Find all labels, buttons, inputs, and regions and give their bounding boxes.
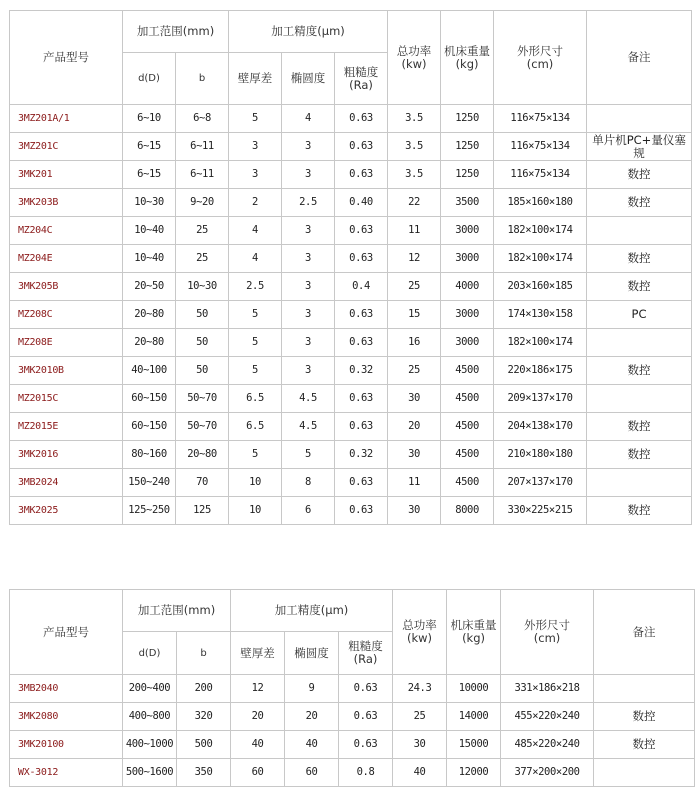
ellipticity-cell: 20	[285, 703, 339, 731]
power-cell: 3.5	[388, 133, 441, 161]
header-weight-unit: (kg)	[462, 631, 485, 645]
table-row	[10, 731, 695, 759]
range-d-cell: 125~250	[123, 497, 176, 525]
ellipticity-cell: 3	[282, 161, 335, 189]
weight-cell: 3000	[441, 301, 494, 329]
roughness-cell: 0.63	[339, 675, 393, 703]
header-note: 备注	[587, 11, 692, 105]
range-b-cell: 320	[177, 703, 231, 731]
range-b-cell: 500	[177, 731, 231, 759]
ellipticity-cell: 4	[282, 105, 335, 133]
power-cell: 30	[393, 731, 447, 759]
ellipticity-cell: 4.5	[282, 385, 335, 413]
wall-thickness-cell: 20	[231, 703, 285, 731]
power-cell: 15	[388, 301, 441, 329]
header-model: 产品型号	[10, 590, 123, 675]
wall-thickness-cell: 3	[229, 133, 282, 161]
dimensions-cell: 203×160×185	[494, 273, 587, 301]
header-dim-unit: (cm)	[526, 56, 554, 71]
roughness-cell: 0.63	[339, 731, 393, 759]
header-d: d(D)	[123, 53, 176, 105]
range-d-cell: 60~150	[123, 413, 176, 441]
roughness-cell: 0.63	[335, 497, 388, 525]
power-cell: 11	[388, 217, 441, 245]
roughness-cell: 0.32	[335, 357, 388, 385]
note-cell: 数控	[587, 441, 692, 469]
model-cell: 3MK201	[10, 161, 123, 189]
model-cell: MZ2015E	[10, 413, 123, 441]
weight-cell: 10000	[447, 675, 501, 703]
table-row	[10, 189, 692, 217]
header-range: 加工范围(mm)	[123, 590, 231, 632]
note-cell: 数控	[587, 497, 692, 525]
range-d-cell: 10~30	[123, 189, 176, 217]
power-cell: 22	[388, 189, 441, 217]
ellipticity-cell: 6	[282, 497, 335, 525]
range-b-cell: 25	[176, 245, 229, 273]
weight-cell: 3000	[441, 245, 494, 273]
model-cell: 3MK2010B	[10, 357, 123, 385]
wall-thickness-cell: 6.5	[229, 385, 282, 413]
dimensions-cell: 182×100×174	[494, 329, 587, 357]
header-note: 备注	[594, 590, 695, 675]
note-cell: 单片机PC+量仪塞规	[587, 133, 692, 161]
range-d-cell: 60~150	[123, 385, 176, 413]
wall-thickness-cell: 5	[229, 441, 282, 469]
range-b-cell: 20~80	[176, 441, 229, 469]
weight-cell: 1250	[441, 133, 494, 161]
model-cell: 3MK203B	[10, 189, 123, 217]
header-ellipse: 椭圆度	[282, 53, 335, 105]
range-d-cell: 6~15	[123, 133, 176, 161]
table-row	[10, 385, 692, 413]
weight-cell: 3000	[441, 217, 494, 245]
header-power-label: 总功率	[402, 618, 437, 632]
ellipticity-cell: 3	[282, 133, 335, 161]
roughness-cell: 0.63	[335, 245, 388, 273]
range-b-cell: 6~11	[176, 161, 229, 189]
range-d-cell: 6~10	[123, 105, 176, 133]
range-b-cell: 50	[176, 301, 229, 329]
range-b-cell: 25	[176, 217, 229, 245]
model-cell: MZ204C	[10, 217, 123, 245]
header-b: b	[177, 632, 231, 675]
wall-thickness-cell: 10	[229, 469, 282, 497]
table-row	[10, 273, 692, 301]
note-cell: 数控	[587, 161, 692, 189]
roughness-cell: 0.63	[335, 301, 388, 329]
model-cell: 3MB2024	[10, 469, 123, 497]
header-dimensions	[494, 11, 587, 105]
weight-cell: 12000	[447, 759, 501, 787]
range-d-cell: 20~50	[123, 273, 176, 301]
dimensions-cell: 220×186×175	[494, 357, 587, 385]
range-d-cell: 80~160	[123, 441, 176, 469]
header-ellipse: 椭圆度	[285, 632, 339, 675]
weight-cell: 3000	[441, 329, 494, 357]
range-d-cell: 400~800	[123, 703, 177, 731]
model-cell: MZ204E	[10, 245, 123, 273]
model-cell: 3MK2016	[10, 441, 123, 469]
dimensions-cell: 182×100×174	[494, 217, 587, 245]
ellipticity-cell: 5	[282, 441, 335, 469]
dimensions-cell: 455×220×240	[501, 703, 594, 731]
header-precision: 加工精度(μm)	[229, 11, 388, 53]
header-roughness	[335, 53, 388, 105]
note-cell: 数控	[594, 731, 695, 759]
power-cell: 11	[388, 469, 441, 497]
ellipticity-cell: 40	[285, 731, 339, 759]
wall-thickness-cell: 12	[231, 675, 285, 703]
dimensions-cell: 204×138×170	[494, 413, 587, 441]
table-row	[10, 413, 692, 441]
dimensions-cell: 210×180×180	[494, 441, 587, 469]
range-d-cell: 150~240	[123, 469, 176, 497]
spec-table-1-body	[10, 105, 692, 525]
header-wall: 壁厚差	[229, 53, 282, 105]
range-b-cell: 200	[177, 675, 231, 703]
roughness-cell: 0.63	[335, 385, 388, 413]
roughness-cell: 0.8	[339, 759, 393, 787]
dimensions-cell: 182×100×174	[494, 245, 587, 273]
wall-thickness-cell: 4	[229, 245, 282, 273]
note-cell: 数控	[587, 273, 692, 301]
model-cell: 3MZ201C	[10, 133, 123, 161]
roughness-cell: 0.63	[335, 217, 388, 245]
table-row	[10, 105, 692, 133]
table-row	[10, 441, 692, 469]
model-cell: WX-3012	[10, 759, 123, 787]
header-model: 产品型号	[10, 11, 123, 105]
weight-cell: 4500	[441, 413, 494, 441]
wall-thickness-cell: 5	[229, 301, 282, 329]
range-b-cell: 70	[176, 469, 229, 497]
header-roughness-unit: (Ra)	[349, 77, 373, 92]
model-cell: 3MB2040	[10, 675, 123, 703]
model-cell: MZ2015C	[10, 385, 123, 413]
table-row	[10, 161, 692, 189]
ellipticity-cell: 9	[285, 675, 339, 703]
model-cell: 3MK2025	[10, 497, 123, 525]
roughness-cell: 0.63	[335, 105, 388, 133]
roughness-cell: 0.4	[335, 273, 388, 301]
wall-thickness-cell: 60	[231, 759, 285, 787]
wall-thickness-cell: 3	[229, 161, 282, 189]
header-d: d(D)	[123, 632, 177, 675]
power-cell: 24.3	[393, 675, 447, 703]
dimensions-cell: 209×137×170	[494, 385, 587, 413]
ellipticity-cell: 3	[282, 217, 335, 245]
weight-cell: 4000	[441, 273, 494, 301]
power-cell: 3.5	[388, 161, 441, 189]
model-cell: 3MK205B	[10, 273, 123, 301]
wall-thickness-cell: 2	[229, 189, 282, 217]
roughness-cell: 0.40	[335, 189, 388, 217]
weight-cell: 15000	[447, 731, 501, 759]
range-d-cell: 6~15	[123, 161, 176, 189]
wall-thickness-cell: 6.5	[229, 413, 282, 441]
spec-table-2-body	[10, 675, 695, 787]
power-cell: 30	[388, 497, 441, 525]
dimensions-cell: 207×137×170	[494, 469, 587, 497]
dimensions-cell: 377×200×200	[501, 759, 594, 787]
power-cell: 25	[393, 703, 447, 731]
header-power-unit: (kw)	[401, 56, 427, 71]
table-row	[10, 357, 692, 385]
roughness-cell: 0.63	[335, 413, 388, 441]
power-cell: 30	[388, 441, 441, 469]
range-d-cell: 40~100	[123, 357, 176, 385]
header-roughness-label: 粗糙度	[343, 64, 379, 79]
weight-cell: 1250	[441, 105, 494, 133]
model-cell: MZ208C	[10, 301, 123, 329]
spec-table-1	[9, 10, 692, 525]
range-b-cell: 50	[176, 357, 229, 385]
power-cell: 3.5	[388, 105, 441, 133]
power-cell: 16	[388, 329, 441, 357]
wall-thickness-cell: 5	[229, 329, 282, 357]
table-row	[10, 301, 692, 329]
dimensions-cell: 174×130×158	[494, 301, 587, 329]
note-cell	[587, 217, 692, 245]
range-d-cell: 200~400	[123, 675, 177, 703]
note-cell: 数控	[587, 245, 692, 273]
roughness-cell: 0.63	[335, 133, 388, 161]
header-weight-label: 机床重量	[444, 43, 491, 58]
model-cell: 3MZ201A/1	[10, 105, 123, 133]
header-weight	[447, 590, 501, 675]
header-roughness-label: 粗糙度	[348, 639, 383, 653]
header-b: b	[176, 53, 229, 105]
range-b-cell: 6~11	[176, 133, 229, 161]
power-cell: 12	[388, 245, 441, 273]
roughness-cell: 0.32	[335, 441, 388, 469]
wall-thickness-cell: 2.5	[229, 273, 282, 301]
table-row	[10, 469, 692, 497]
range-d-cell: 500~1600	[123, 759, 177, 787]
range-d-cell: 10~40	[123, 245, 176, 273]
ellipticity-cell: 3	[282, 301, 335, 329]
table-row	[10, 329, 692, 357]
ellipticity-cell: 3	[282, 273, 335, 301]
power-cell: 30	[388, 385, 441, 413]
header-weight	[441, 11, 494, 105]
note-cell: 数控	[587, 357, 692, 385]
header-power	[388, 11, 441, 105]
dimensions-cell: 331×186×218	[501, 675, 594, 703]
header-dimensions	[501, 590, 594, 675]
table-row	[10, 217, 692, 245]
note-cell	[587, 329, 692, 357]
range-b-cell: 125	[176, 497, 229, 525]
note-cell: 数控	[587, 189, 692, 217]
table-row	[10, 675, 695, 703]
table-row	[10, 759, 695, 787]
ellipticity-cell: 60	[285, 759, 339, 787]
ellipticity-cell: 4.5	[282, 413, 335, 441]
wall-thickness-cell: 4	[229, 217, 282, 245]
roughness-cell: 0.63	[335, 469, 388, 497]
power-cell: 25	[388, 273, 441, 301]
wall-thickness-cell: 10	[229, 497, 282, 525]
note-cell: PC	[587, 301, 692, 329]
model-cell: 3MK20100	[10, 731, 123, 759]
header-power-unit: (kw)	[407, 631, 433, 645]
ellipticity-cell: 3	[282, 357, 335, 385]
range-d-cell: 20~80	[123, 301, 176, 329]
header-dim-label: 外形尺寸	[517, 43, 564, 58]
header-weight-label: 机床重量	[450, 618, 497, 632]
dimensions-cell: 330×225×215	[494, 497, 587, 525]
note-cell	[587, 105, 692, 133]
range-d-cell: 400~1000	[123, 731, 177, 759]
range-b-cell: 6~8	[176, 105, 229, 133]
ellipticity-cell: 3	[282, 245, 335, 273]
weight-cell: 8000	[441, 497, 494, 525]
dimensions-cell: 185×160×180	[494, 189, 587, 217]
weight-cell: 4500	[441, 469, 494, 497]
wall-thickness-cell: 5	[229, 357, 282, 385]
dimensions-cell: 116×75×134	[494, 161, 587, 189]
note-cell: 数控	[587, 413, 692, 441]
range-b-cell: 50~70	[176, 385, 229, 413]
power-cell: 40	[393, 759, 447, 787]
range-b-cell: 50	[176, 329, 229, 357]
wall-thickness-cell: 5	[229, 105, 282, 133]
table-row	[10, 497, 692, 525]
header-roughness-unit: (Ra)	[353, 652, 378, 666]
note-cell	[594, 759, 695, 787]
roughness-cell: 0.63	[335, 161, 388, 189]
header-power-label: 总功率	[396, 43, 432, 58]
table-row	[10, 133, 692, 161]
header-roughness	[339, 632, 393, 675]
header-power	[393, 590, 447, 675]
header-dim-label: 外形尺寸	[524, 618, 571, 632]
weight-cell: 4500	[441, 385, 494, 413]
note-cell	[587, 469, 692, 497]
range-d-cell: 10~40	[123, 217, 176, 245]
table-row	[10, 703, 695, 731]
range-b-cell: 350	[177, 759, 231, 787]
power-cell: 25	[388, 357, 441, 385]
range-b-cell: 10~30	[176, 273, 229, 301]
dimensions-cell: 485×220×240	[501, 731, 594, 759]
weight-cell: 4500	[441, 357, 494, 385]
spec-table-2	[9, 589, 695, 787]
range-d-cell: 20~80	[123, 329, 176, 357]
note-cell: 数控	[594, 703, 695, 731]
range-b-cell: 50~70	[176, 413, 229, 441]
table-row	[10, 245, 692, 273]
weight-cell: 14000	[447, 703, 501, 731]
roughness-cell: 0.63	[335, 329, 388, 357]
ellipticity-cell: 8	[282, 469, 335, 497]
header-range: 加工范围(mm)	[123, 11, 229, 53]
header-wall: 壁厚差	[231, 632, 285, 675]
header-dim-unit: (cm)	[533, 631, 561, 645]
ellipticity-cell: 2.5	[282, 189, 335, 217]
model-cell: MZ208E	[10, 329, 123, 357]
weight-cell: 3500	[441, 189, 494, 217]
header-precision: 加工精度(μm)	[231, 590, 393, 632]
model-cell: 3MK2080	[10, 703, 123, 731]
ellipticity-cell: 3	[282, 329, 335, 357]
note-cell	[587, 385, 692, 413]
dimensions-cell: 116×75×134	[494, 105, 587, 133]
dimensions-cell: 116×75×134	[494, 133, 587, 161]
power-cell: 20	[388, 413, 441, 441]
roughness-cell: 0.63	[339, 703, 393, 731]
weight-cell: 1250	[441, 161, 494, 189]
note-cell	[594, 675, 695, 703]
range-b-cell: 9~20	[176, 189, 229, 217]
weight-cell: 4500	[441, 441, 494, 469]
wall-thickness-cell: 40	[231, 731, 285, 759]
header-weight-unit: (kg)	[455, 56, 479, 71]
